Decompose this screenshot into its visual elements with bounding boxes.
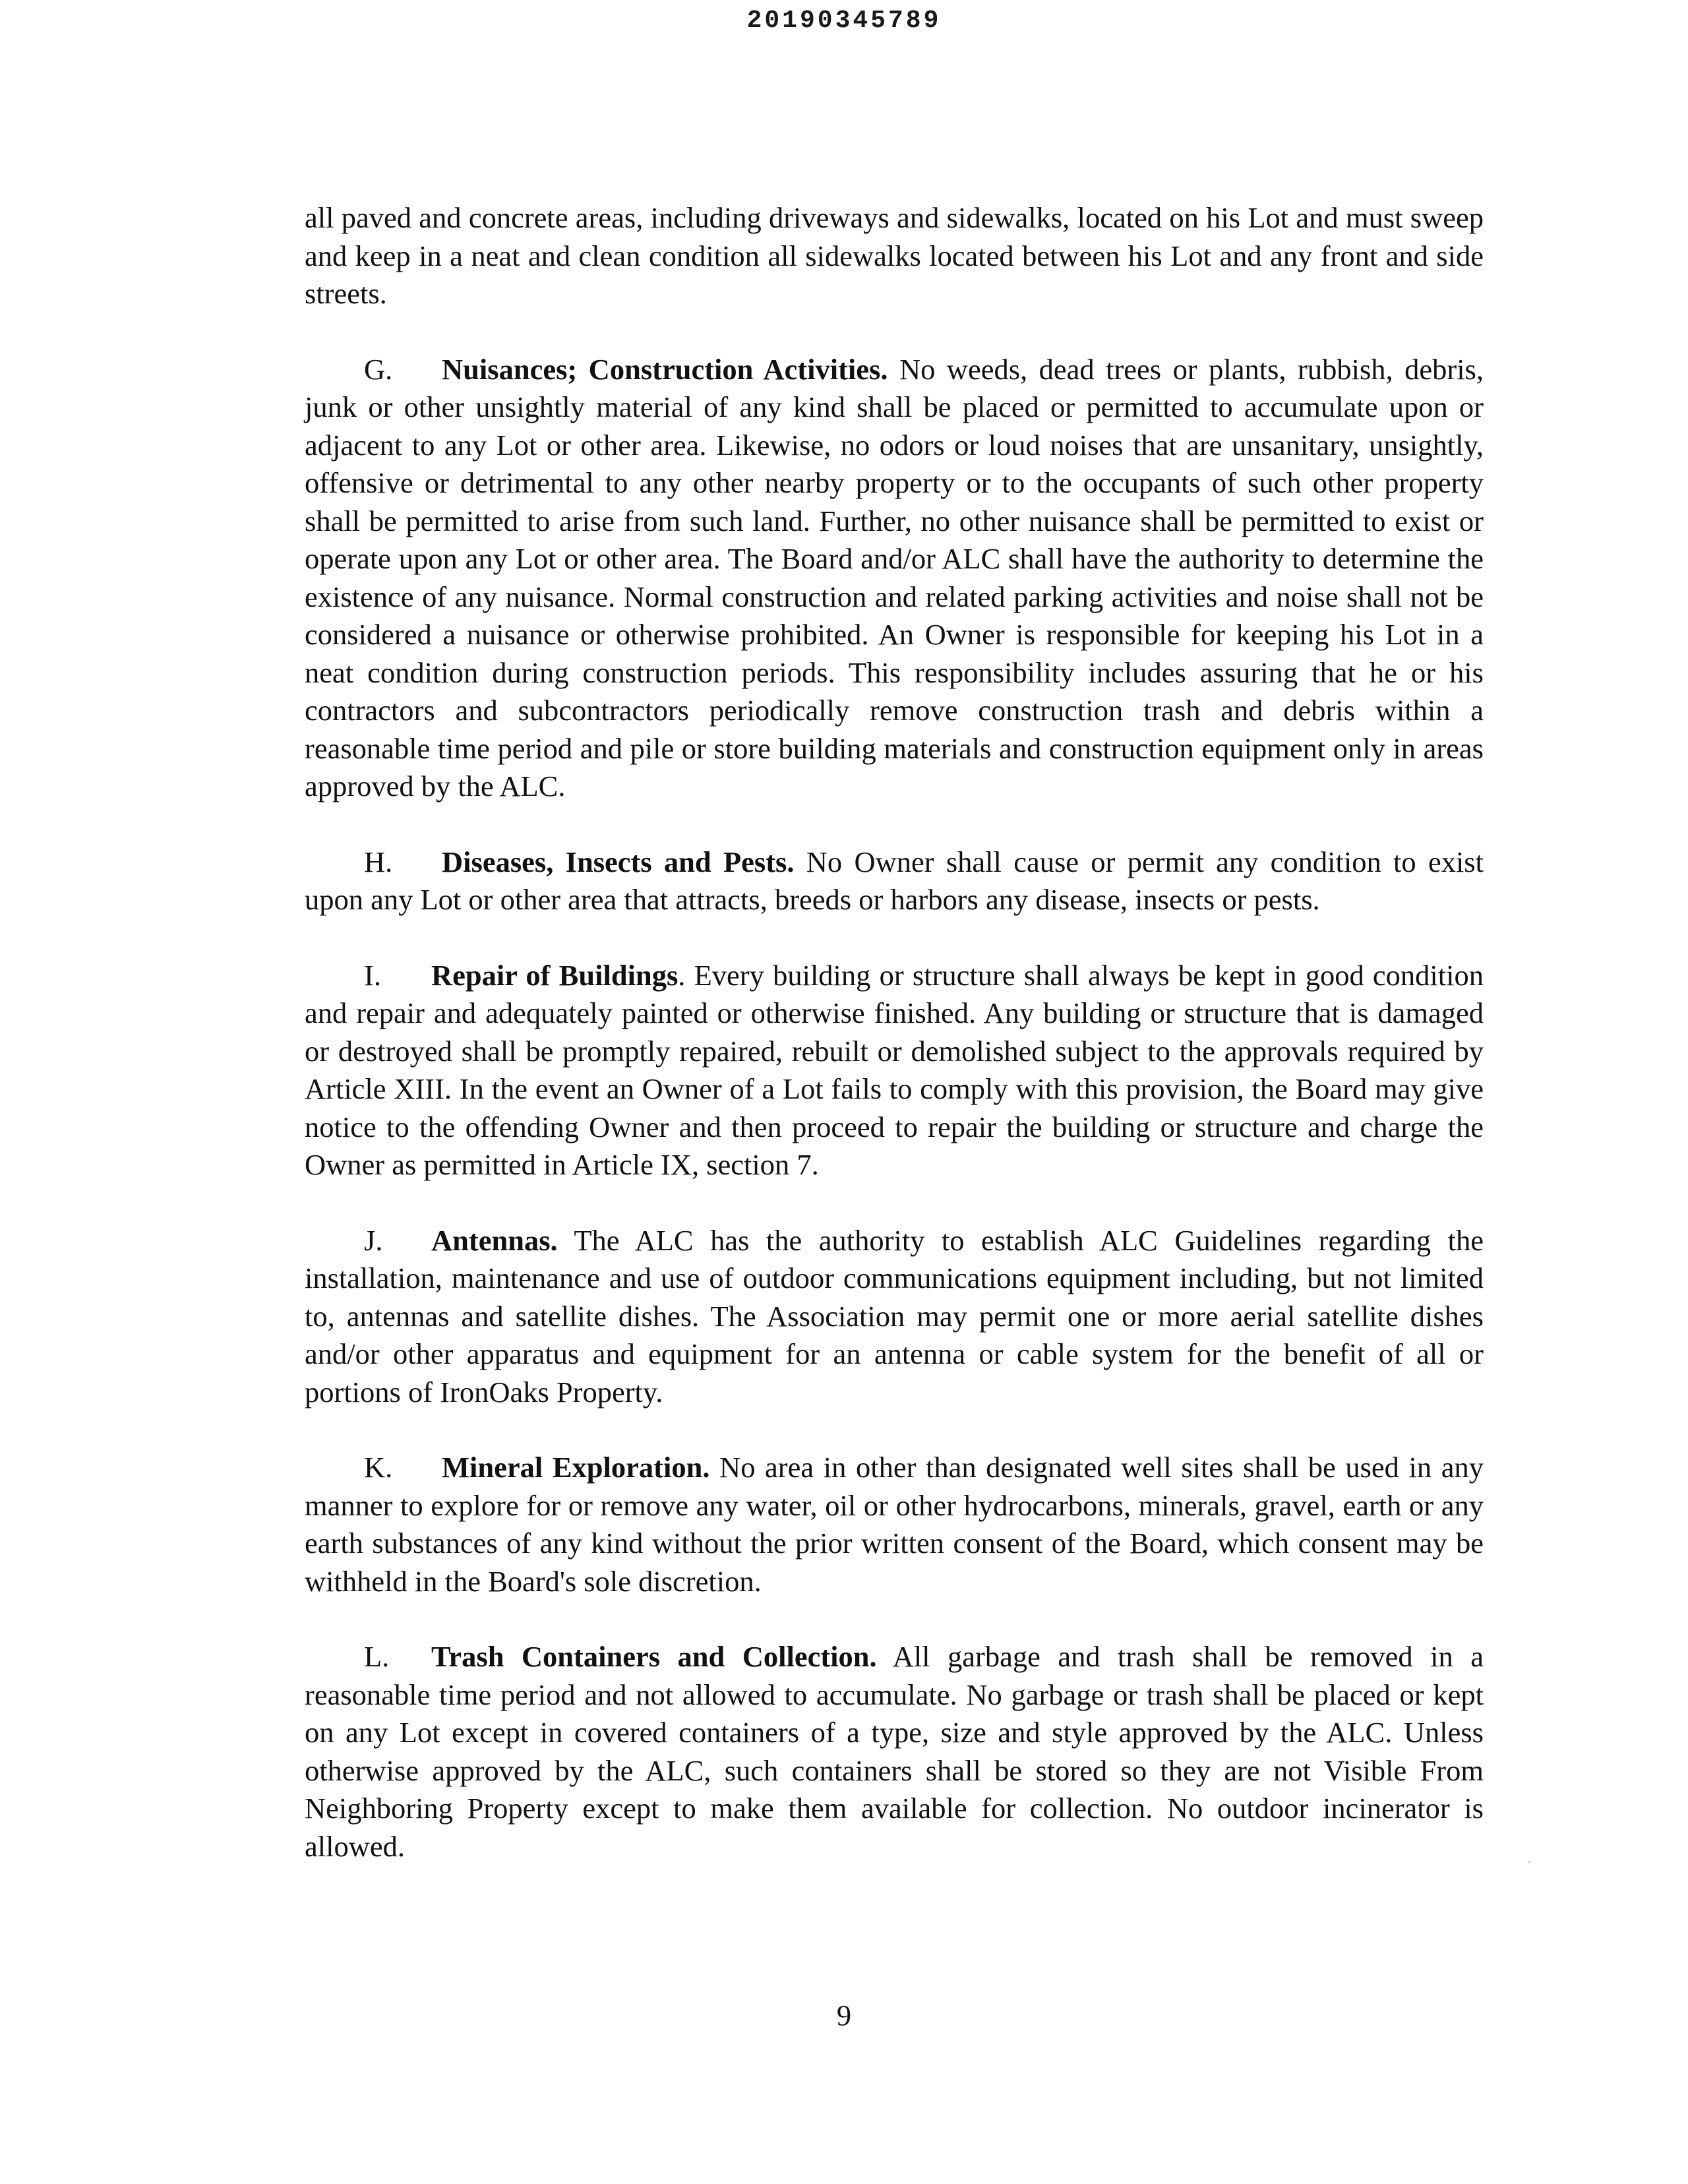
- section-letter: J.: [364, 1223, 383, 1257]
- section-heading: Antennas.: [431, 1223, 558, 1257]
- section-l-trash: [305, 1638, 1484, 1866]
- section-heading: Repair of Buildings: [431, 958, 678, 992]
- document-body: [305, 199, 1484, 1903]
- section-g-nuisances: [305, 351, 1484, 806]
- page-number: 9: [836, 1999, 852, 2032]
- section-i-repair: [305, 957, 1484, 1184]
- section-body: . Every building or structure shall always be kept in good condition and repair and adequately painted or otherwise finished. Any building or structure that is damaged or destroyed shall be promptly repaired, rebuilt or demolished subject to the approvals required by Article XIII. In the event an Owner of a Lot fails to comply with this provision, the Board may give notice to the offending Owner and then proceed to repair the building or structure and charge the Owner as permitted in Article IX, section 7.: [305, 958, 1484, 1181]
- scan-speck: [1528, 1861, 1530, 1863]
- section-body: No weeds, dead trees or plants, rubbish, debris, junk or other unsightly material of any kind shall be placed or permitted to accumulate upon or adjacent to any Lot or other area. Likewise, no odors or loud noises that are unsanitary, unsightly, offensive or detrimental to any other nearby property or to the occupants of such other property shall be permitted to arise from such land. Further, no other nuisance shall be permitted to exist or operate upon any Lot or other area. The Board and/or ALC shall have the authority to determine the existence of any nuisance. Normal construction and related parking activities and noise shall not be considered a nuisance or otherwise prohibited. An Owner is responsible for keeping his Lot in a neat condition during construction periods. This responsibility includes assuring that he or his contractors and subcontractors periodically remove construction trash and debris within a reasonable time period and pile or store building materials and construction equipment only in areas approved by the ALC.: [305, 352, 1484, 803]
- section-body: All garbage and trash shall be removed in a reasonable time period and not allowed to accumulate. No garbage or trash shall be placed or kept on any Lot except in covered containers of a type, size and style approved by the ALC. Unless otherwise approved by the ALC, such containers shall be stored so they are not Visible From Neighboring Property except to make them available for collection. No outdoor incinerator is allowed.: [305, 1640, 1484, 1863]
- section-heading: Trash Containers and Collection.: [431, 1640, 877, 1673]
- section-letter: H.: [364, 845, 393, 878]
- section-letter: G.: [364, 352, 393, 386]
- paragraph-body: all paved and concrete areas, including driveways and sidewalks, located on his Lot and must sweep and keep in a neat and clean condition all sidewalks located between his Lot and any front and side streets.: [305, 201, 1484, 310]
- section-letter: L.: [364, 1640, 390, 1673]
- section-letter: I.: [364, 958, 381, 992]
- document-number: 20190345789: [746, 7, 942, 35]
- section-body: No area in other than designated well sites shall be used in any manner to explore for or remove any water, oil or other hydrocarbons, minerals, gravel, earth or any earth substances of any kind without the prior written consent of the Board, which consent may be withheld in the Board's sole discretion.: [305, 1451, 1484, 1598]
- section-h-diseases: [305, 843, 1484, 919]
- section-heading: Mineral Exploration.: [442, 1451, 710, 1484]
- paragraph-continuation: [305, 199, 1484, 313]
- section-letter: K.: [364, 1451, 393, 1484]
- section-heading: Diseases, Insects and Pests.: [442, 845, 795, 878]
- section-heading: Nuisances; Construction Activities.: [442, 352, 888, 386]
- section-k-mineral: [305, 1449, 1484, 1600]
- section-j-antennas: [305, 1222, 1484, 1412]
- section-body: The ALC has the authority to establish ALC Guidelines regarding the installation, maintenance and use of outdoor communications equipment including, but not limited to, antennas and satellite dishes. The Association may permit one or more aerial satellite dishes and/or other apparatus and equipment for an antenna or cable system for the benefit of all or portions of IronOaks Property.: [305, 1223, 1484, 1409]
- section-body: No Owner shall cause or permit any condition to exist upon any Lot or other area that attracts, breeds or harbors any disease, insects or pests.: [305, 845, 1484, 916]
